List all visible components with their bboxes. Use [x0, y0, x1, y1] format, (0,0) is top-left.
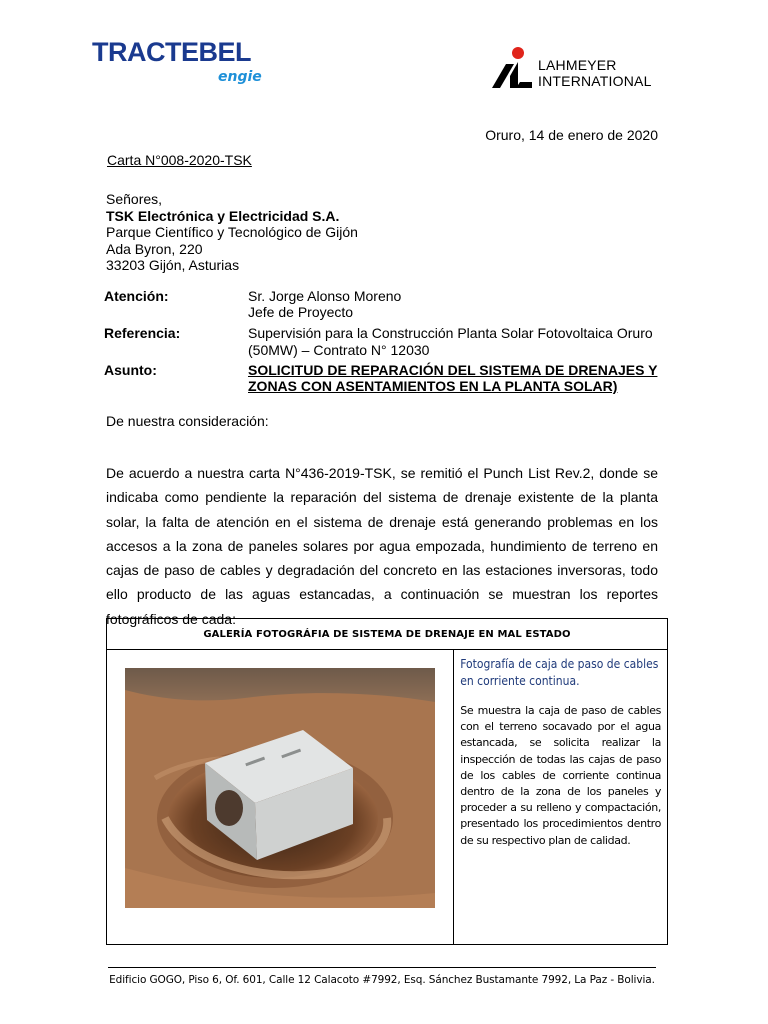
photo-description-cell — [454, 650, 668, 945]
photo-cell — [107, 650, 454, 945]
lahmeyer-logo-text — [538, 57, 652, 89]
salutation: Señores, — [106, 191, 163, 207]
greeting: De nuestra consideración: — [106, 413, 269, 429]
recipient-address-3: 33203 Gijón, Asturias — [106, 257, 240, 273]
engie-logo-name: engie — [218, 69, 262, 85]
recipient-address-2: Ada Byron, 220 — [106, 241, 203, 257]
attention-label: Atención: — [104, 288, 169, 304]
gallery-heading: GALERÍA FOTOGRÁFIA DE SISTEMA DE DRENAJE EN MAL ESTADO — [107, 619, 668, 650]
body-paragraph: De acuerdo a nuestra carta N°436-2019-TSK, se remitió el Punch List Rev.2, donde se indicaba como pendiente la reparación del sistema de drenaje existente de la planta solar, la falta de atención en el sistema de drenaje está generando problemas en los accesos a la zona de paneles solares por agua empozada, hundimiento de terreno en cajas de paso de cables y degradación del concreto en las estaciones inversoras, todo ello producto de las aguas estancadas, a continuación se muestran los reportes fotográficos de cada: — [106, 465, 658, 627]
photo-gallery-table — [106, 618, 668, 945]
recipient-address-1: Parque Científico y Tecnológico de Gijón — [106, 224, 358, 240]
subject-line-1: SOLICITUD DE REPARACIÓN DEL SISTEMA DE DRENAJES Y — [248, 362, 658, 378]
footer-divider — [108, 967, 656, 968]
lahmeyer-line-2: INTERNATIONAL — [538, 73, 652, 89]
lahmeyer-logo — [492, 46, 662, 92]
lahmeyer-line-1: LAHMEYER — [538, 57, 617, 73]
reference-label: Referencia: — [104, 325, 181, 341]
attention-role: Jefe de Proyecto — [248, 304, 354, 320]
lahmeyer-mark-icon — [492, 46, 532, 90]
tractebel-logo — [92, 37, 262, 85]
reference-line-1: Supervisión para la Construcción Planta Solar Fotovoltaica Oruro — [248, 325, 653, 341]
tractebel-logo-name: TRACTEBEL — [92, 37, 251, 67]
recipient-company: TSK Electrónica y Electricidad S.A. — [106, 208, 340, 224]
photo-title: Fotografía de caja de paso de cables en corriente continua. — [460, 657, 659, 688]
subject-line-2: ZONAS CON ASENTAMIENTOS EN LA PLANTA SOLAR) — [248, 378, 618, 394]
footer-address: Edificio GOGO, Piso 6, Of. 601, Calle 12 Calacoto #7992, Esq. Sánchez Bustamante 7992, La Paz - Bolivia. — [109, 974, 655, 986]
attention-name: Sr. Jorge Alonso Moreno — [248, 288, 402, 304]
reference-line-2: (50MW) – Contrato N° 12030 — [248, 342, 430, 358]
photo-description: Se muestra la caja de paso de cables con el terreno socavado por el agua estancada, se solicita realizar la inspección de todas las cajas de paso de los cables de corriente continua dentro de la zona de los paneles y proceder a su relleno y compactación, presentado los procedimientos dentro de su respectivo plan de calidad. — [460, 704, 661, 847]
letter-number: Carta N°008-2020-TSK — [107, 152, 252, 168]
subject-label: Asunto: — [104, 362, 157, 378]
cable-box-photo — [125, 668, 435, 908]
place-date: Oruro, 14 de enero de 2020 — [485, 127, 658, 143]
